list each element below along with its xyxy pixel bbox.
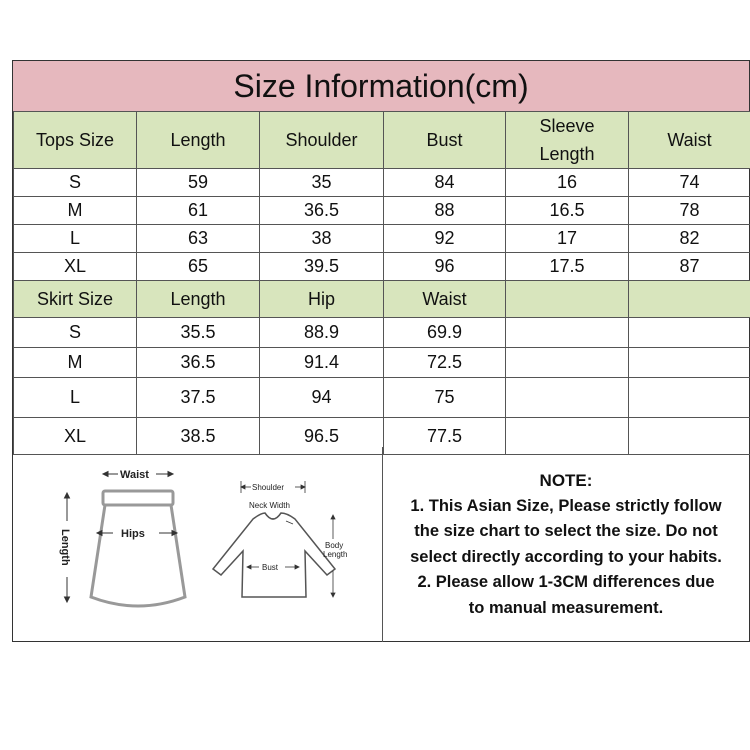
tops-size-cell: L: [14, 225, 137, 253]
table-row: [14, 225, 750, 253]
tops-bust-cell: 92: [384, 225, 506, 253]
skirt-waist-cell: 69.9: [384, 318, 506, 348]
tops-sleeve-cell: 17: [506, 225, 629, 253]
table-row: [14, 169, 750, 197]
empty-cell: [506, 378, 629, 418]
skirt-size-cell: XL: [14, 418, 137, 455]
empty-cell: [629, 378, 750, 418]
skirt-header-size: Skirt Size: [14, 281, 137, 318]
skirt-length-cell: 35.5: [137, 318, 260, 348]
top-bust-label: Bust: [262, 563, 279, 572]
shirt-collar-shape: [265, 513, 281, 519]
tops-bust-cell: 96: [384, 253, 506, 281]
skirt-hip-cell: 96.5: [260, 418, 384, 455]
skirt-waist-cell: 75: [384, 378, 506, 418]
tops-header-bust: Bust: [384, 112, 506, 169]
table-row: [14, 318, 750, 348]
tops-header-sleeve-length: Sleeve Length: [506, 112, 629, 169]
measurement-diagram-svg: [13, 447, 382, 642]
empty-cell: [506, 318, 629, 348]
top-neck-width-label: Neck Width: [249, 501, 290, 510]
size-chart-sheet: [12, 60, 750, 642]
skirt-header-length: Length: [137, 281, 260, 318]
skirt-waist-label: Waist: [120, 469, 149, 481]
top-illustration: [213, 481, 347, 597]
shirt-outline-shape: [213, 513, 335, 597]
tops-size-cell: S: [14, 169, 137, 197]
note-panel: [383, 447, 749, 642]
skirt-header-empty: [629, 281, 750, 318]
note-line: 2. Please allow 1-3CM differences due: [417, 573, 715, 591]
skirt-header-row: [14, 281, 750, 318]
tops-shoulder-cell: 39.5: [260, 253, 384, 281]
tops-waist-cell: 78: [629, 197, 750, 225]
empty-cell: [629, 348, 750, 378]
tops-shoulder-cell: 36.5: [260, 197, 384, 225]
tops-bust-cell: 88: [384, 197, 506, 225]
note-line: 1. This Asian Size, Please strictly follow: [410, 496, 722, 515]
chart-title: Size Information(cm): [13, 61, 749, 112]
tops-size-cell: XL: [14, 253, 137, 281]
skirt-size-cell: M: [14, 348, 137, 378]
tops-sleeve-cell: 16: [506, 169, 629, 197]
skirt-illustration: [59, 469, 185, 606]
table-row: [14, 253, 750, 281]
skirt-length-cell: 38.5: [137, 418, 260, 455]
tops-size-cell: M: [14, 197, 137, 225]
tops-sleeve-cell: 17.5: [506, 253, 629, 281]
skirt-size-cell: S: [14, 318, 137, 348]
skirt-hip-cell: 91.4: [260, 348, 384, 378]
skirt-hip-cell: 88.9: [260, 318, 384, 348]
table-row: [14, 197, 750, 225]
skirt-hips-label: Hips: [121, 528, 145, 540]
tops-length-cell: 59: [137, 169, 260, 197]
tops-header-waist: Waist: [629, 112, 750, 169]
tops-header-shoulder: Shoulder: [260, 112, 384, 169]
skirt-length-cell: 36.5: [137, 348, 260, 378]
skirt-waist-cell: 72.5: [384, 348, 506, 378]
top-body-length-label-1: Body: [325, 541, 344, 550]
size-table: [13, 111, 750, 455]
skirt-body-shape: [91, 505, 185, 606]
tops-shoulder-cell: 35: [260, 169, 384, 197]
bottom-section: [13, 447, 749, 642]
tops-waist-cell: 82: [629, 225, 750, 253]
table-row: [14, 348, 750, 378]
note-title: NOTE:: [539, 471, 593, 490]
tops-header-size: Tops Size: [14, 112, 137, 169]
skirt-header-hip: Hip: [260, 281, 384, 318]
tops-header-length: Length: [137, 112, 260, 169]
tops-length-cell: 61: [137, 197, 260, 225]
tops-shoulder-cell: 38: [260, 225, 384, 253]
empty-cell: [506, 348, 629, 378]
skirt-waist-cell: 77.5: [384, 418, 506, 455]
tops-length-cell: 65: [137, 253, 260, 281]
tops-waist-cell: 87: [629, 253, 750, 281]
neck-width-marker-icon: [286, 521, 293, 524]
tops-waist-cell: 74: [629, 169, 750, 197]
skirt-hip-cell: 94: [260, 378, 384, 418]
tops-sleeve-cell: 16.5: [506, 197, 629, 225]
skirt-length-cell: 37.5: [137, 378, 260, 418]
waistband-shape: [103, 491, 173, 505]
tops-bust-cell: 84: [384, 169, 506, 197]
note-line: select directly according to your habits.: [410, 547, 722, 566]
tops-header-row: [14, 112, 750, 169]
top-shoulder-label: Shoulder: [252, 483, 285, 492]
skirt-header-empty: [506, 281, 629, 318]
skirt-length-label: Length: [59, 529, 71, 566]
measurement-diagram: [13, 447, 383, 642]
table-row: [14, 378, 750, 418]
skirt-header-waist: Waist: [384, 281, 506, 318]
note-line: the size chart to select the size. Do not: [414, 522, 718, 540]
tops-length-cell: 63: [137, 225, 260, 253]
top-body-length-label-2: Length: [323, 550, 348, 559]
note-line: to manual measurement.: [468, 598, 664, 617]
skirt-size-cell: L: [14, 378, 137, 418]
empty-cell: [629, 318, 750, 348]
